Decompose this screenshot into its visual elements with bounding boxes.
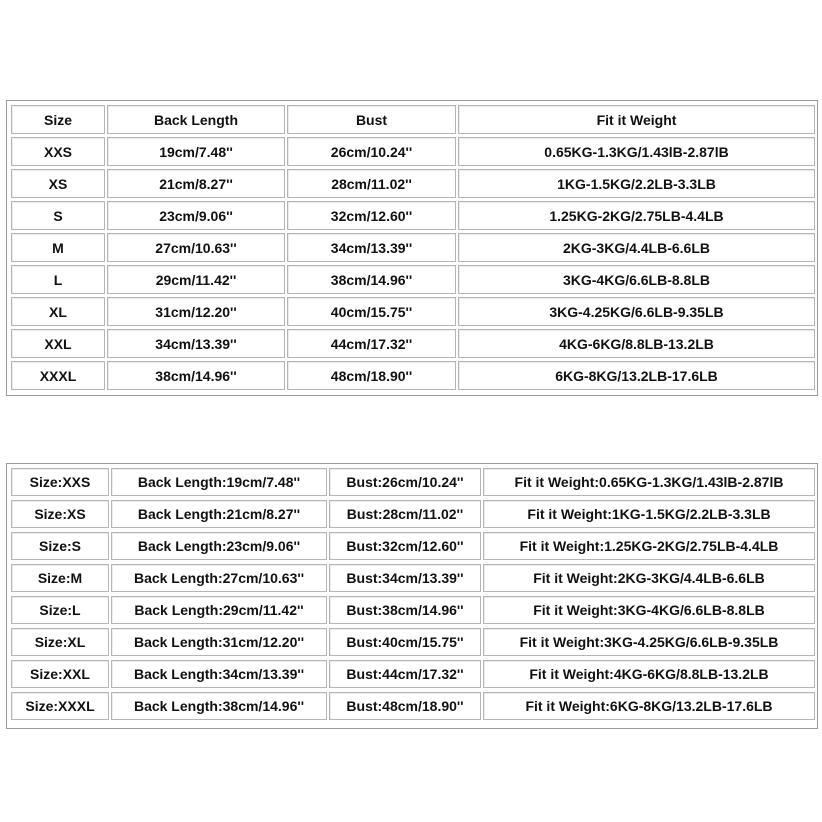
back-length-cell: 29cm/11.42'' bbox=[107, 265, 285, 294]
size-cell: L bbox=[11, 265, 105, 294]
size-cell: Size:M bbox=[11, 564, 109, 592]
back-length-cell: 34cm/13.39'' bbox=[107, 329, 285, 358]
bust-cell: Bust:48cm/18.90'' bbox=[329, 692, 481, 720]
header-fit-weight: Fit it Weight bbox=[458, 105, 815, 134]
bust-cell: Bust:26cm/10.24'' bbox=[329, 468, 481, 496]
back-length-cell: Back Length:31cm/12.20'' bbox=[111, 628, 327, 656]
fit-weight-cell: 6KG-8KG/13.2LB-17.6LB bbox=[458, 361, 815, 390]
size-cell: XXL bbox=[11, 329, 105, 358]
fit-weight-cell: 3KG-4KG/6.6LB-8.8LB bbox=[458, 265, 815, 294]
size-cell: XXS bbox=[11, 137, 105, 166]
back-length-cell: 23cm/9.06'' bbox=[107, 201, 285, 230]
back-length-cell: Back Length:29cm/11.42'' bbox=[111, 596, 327, 624]
fit-weight-cell: 1KG-1.5KG/2.2LB-3.3LB bbox=[458, 169, 815, 198]
back-length-cell: Back Length:38cm/14.96'' bbox=[111, 692, 327, 720]
size-cell: Size:XXS bbox=[11, 468, 109, 496]
header-bust: Bust bbox=[287, 105, 456, 134]
back-length-cell: 21cm/8.27'' bbox=[107, 169, 285, 198]
size-cell: XXXL bbox=[11, 361, 105, 390]
table-row bbox=[7, 233, 817, 262]
bust-cell: 28cm/11.02'' bbox=[287, 169, 456, 198]
size-cell: XS bbox=[11, 169, 105, 198]
back-length-cell: 38cm/14.96'' bbox=[107, 361, 285, 390]
table-row bbox=[7, 500, 817, 528]
size-chart-table bbox=[6, 100, 818, 396]
back-length-cell: Back Length:19cm/7.48'' bbox=[111, 468, 327, 496]
bust-cell: 38cm/14.96'' bbox=[287, 265, 456, 294]
fit-weight-cell: 2KG-3KG/4.4LB-6.6LB bbox=[458, 233, 815, 262]
fit-weight-cell: Fit it Weight:1KG-1.5KG/2.2LB-3.3LB bbox=[483, 500, 815, 528]
table-row bbox=[7, 297, 817, 326]
size-cell: Size:L bbox=[11, 596, 109, 624]
fit-weight-cell: Fit it Weight:0.65KG-1.3KG/1.43lB-2.87lB bbox=[483, 468, 815, 496]
fit-weight-cell: 4KG-6KG/8.8LB-13.2LB bbox=[458, 329, 815, 358]
fit-weight-cell: Fit it Weight:3KG-4KG/6.6LB-8.8LB bbox=[483, 596, 815, 624]
table-row bbox=[7, 361, 817, 390]
back-length-cell: Back Length:21cm/8.27'' bbox=[111, 500, 327, 528]
bust-cell: 26cm/10.24'' bbox=[287, 137, 456, 166]
header-row bbox=[7, 105, 817, 134]
back-length-cell: Back Length:27cm/10.63'' bbox=[111, 564, 327, 592]
back-length-cell: 19cm/7.48'' bbox=[107, 137, 285, 166]
fit-weight-cell: 0.65KG-1.3KG/1.43lB-2.87lB bbox=[458, 137, 815, 166]
back-length-cell: 27cm/10.63'' bbox=[107, 233, 285, 262]
fit-weight-cell: Fit it Weight:1.25KG-2KG/2.75LB-4.4LB bbox=[483, 532, 815, 560]
table-row bbox=[7, 628, 817, 656]
bust-cell: Bust:44cm/17.32'' bbox=[329, 660, 481, 688]
bust-cell: Bust:32cm/12.60'' bbox=[329, 532, 481, 560]
table-row bbox=[7, 329, 817, 358]
size-cell: XL bbox=[11, 297, 105, 326]
back-length-cell: Back Length:23cm/9.06'' bbox=[111, 532, 327, 560]
fit-weight-cell: Fit it Weight:3KG-4.25KG/6.6LB-9.35LB bbox=[483, 628, 815, 656]
bust-cell: 44cm/17.32'' bbox=[287, 329, 456, 358]
bust-cell: 34cm/13.39'' bbox=[287, 233, 456, 262]
size-cell: Size:XS bbox=[11, 500, 109, 528]
back-length-cell: 31cm/12.20'' bbox=[107, 297, 285, 326]
size-detail-table bbox=[6, 463, 818, 729]
bust-cell: 40cm/15.75'' bbox=[287, 297, 456, 326]
bust-cell: 48cm/18.90'' bbox=[287, 361, 456, 390]
size-cell: Size:XXXL bbox=[11, 692, 109, 720]
back-length-cell: Back Length:34cm/13.39'' bbox=[111, 660, 327, 688]
fit-weight-cell: 3KG-4.25KG/6.6LB-9.35LB bbox=[458, 297, 815, 326]
bust-cell: Bust:40cm/15.75'' bbox=[329, 628, 481, 656]
size-cell: S bbox=[11, 201, 105, 230]
fit-weight-cell: Fit it Weight:6KG-8KG/13.2LB-17.6LB bbox=[483, 692, 815, 720]
fit-weight-cell: Fit it Weight:4KG-6KG/8.8LB-13.2LB bbox=[483, 660, 815, 688]
table-row bbox=[7, 660, 817, 688]
bust-cell: 32cm/12.60'' bbox=[287, 201, 456, 230]
bust-cell: Bust:34cm/13.39'' bbox=[329, 564, 481, 592]
table-row bbox=[7, 169, 817, 198]
table-row bbox=[7, 137, 817, 166]
size-cell: M bbox=[11, 233, 105, 262]
size-cell: Size:S bbox=[11, 532, 109, 560]
bust-cell: Bust:38cm/14.96'' bbox=[329, 596, 481, 624]
table-row bbox=[7, 201, 817, 230]
fit-weight-cell: 1.25KG-2KG/2.75LB-4.4LB bbox=[458, 201, 815, 230]
table-row bbox=[7, 692, 817, 720]
size-cell: Size:XL bbox=[11, 628, 109, 656]
size-cell: Size:XXL bbox=[11, 660, 109, 688]
table-row bbox=[7, 532, 817, 560]
fit-weight-cell: Fit it Weight:2KG-3KG/4.4LB-6.6LB bbox=[483, 564, 815, 592]
header-size: Size bbox=[11, 105, 105, 134]
header-back-length: Back Length bbox=[107, 105, 285, 134]
table-row bbox=[7, 596, 817, 624]
bust-cell: Bust:28cm/11.02'' bbox=[329, 500, 481, 528]
table-row bbox=[7, 265, 817, 294]
table-row bbox=[7, 564, 817, 592]
table-row bbox=[7, 468, 817, 496]
